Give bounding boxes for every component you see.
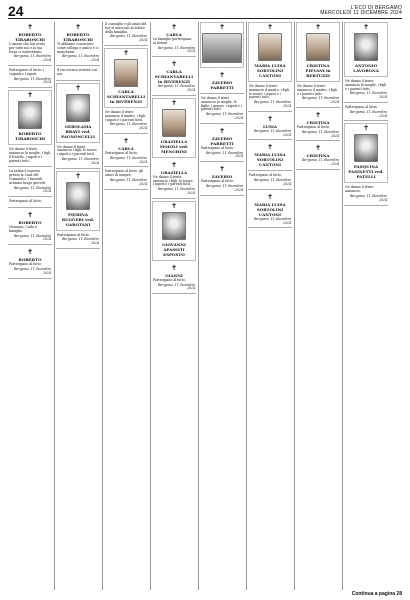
notice-text: Ne danno il triste annuncio il marito, i figli, le nuore, i nipoti e i parenti tutti. (249, 84, 290, 100)
portrait-photo (162, 109, 186, 137)
obituary-notice (56, 68, 100, 81)
cross-icon: ✝ (267, 192, 273, 201)
deceased-name: GEROLAMA BRAVI ved. PAGNONCELLI (61, 123, 95, 139)
cross-icon: ✝ (315, 110, 321, 119)
portrait-photo (66, 94, 90, 122)
cross-icon: ✝ (171, 263, 177, 272)
obituary-notice (104, 110, 148, 134)
place-date: Bergamo, 11 dicembre 2024 (14, 76, 51, 85)
notice-text: Partecipano al lutto: (201, 179, 234, 184)
obituary-notice (152, 98, 196, 158)
page-header (8, 4, 402, 19)
cross-icon: ✝ (27, 91, 33, 100)
deceased-name: PASQUINA PASINETTI ved. PATELLI (348, 164, 384, 180)
obituary-notice (296, 110, 340, 141)
masthead-date: MERCOLEDÌ 11 DICEMBRE 2024 (320, 10, 402, 16)
cross-icon: ✝ (315, 144, 321, 153)
obituary-notice (200, 96, 244, 124)
place-date: Bergamo, 11 dicembre 2024 (14, 266, 51, 275)
place-date: Bergamo, 11 dicembre 2024 (302, 129, 339, 138)
cross-icon: ✝ (267, 143, 273, 152)
cross-icon: ✝ (267, 114, 273, 123)
obituary-notice (200, 70, 244, 94)
obituary-notice (344, 105, 388, 121)
obituary-notice (8, 90, 52, 145)
place-date: Bergamo, 11 dicembre 2024 (206, 112, 243, 120)
cross-icon: ✝ (75, 83, 81, 92)
masthead-title: L'ECO DI BERGAMO (350, 5, 402, 11)
deceased-name: CARLA (166, 32, 182, 37)
obituary-notice (344, 123, 388, 183)
cross-icon: ✝ (219, 165, 225, 174)
cross-icon: ✝ (171, 201, 177, 210)
notice-text: La salma è esposta presso la Casa del Commiato. I funerali avranno luogo giovedì. (9, 169, 46, 185)
place-date: Bergamo, 11 dicembre 2024 (14, 233, 51, 242)
notice-text: Partecipano al lutto. (57, 232, 90, 237)
obituary-notice (104, 48, 148, 108)
notice-text: Ne danno il triste annuncio il marito, i figli, i nipoti e i parenti tutti. (105, 109, 146, 122)
portrait-photo (354, 33, 378, 61)
place-date: Bergamo, 11 dicembre 2024 (206, 183, 243, 192)
obituary-notice (344, 22, 388, 77)
deceased-name: ROBERTO (18, 257, 42, 263)
place-date: Bergamo, 11 dicembre 2024 (206, 150, 243, 159)
portrait-photo (162, 212, 186, 240)
cross-icon: ✝ (171, 60, 177, 69)
page-number: 24 (8, 3, 24, 19)
notice-text: Partecipano al lutto: (9, 199, 42, 204)
notice-text: Ne danno il triste annuncio i figli, le nuore, i nipoti e i parenti tutti. (153, 174, 194, 187)
place-date: Bergamo, 11 dicembre 2024 (62, 54, 99, 63)
cross-icon: ✝ (171, 23, 177, 31)
cross-icon: ✝ (171, 98, 177, 107)
obituary-notice (248, 173, 292, 189)
place-date: Bergamo, 11 dicembre 2024 (158, 45, 195, 54)
cross-icon: ✝ (75, 23, 81, 31)
obituary-notice (152, 201, 196, 261)
obituary-notice (152, 59, 196, 96)
notice-text: Ne danno il triste annuncio i figli, le nuore, i nipoti e i parenti tutti. (57, 144, 98, 157)
obituary-notice (8, 169, 52, 197)
obituary-notice (8, 147, 52, 167)
obituary-notice (248, 142, 292, 171)
cross-icon: ✝ (27, 23, 33, 31)
deceased-name: CRISTINA PIEVANI in BERTUZZI (305, 63, 331, 78)
deceased-name: ZAVERIO PARRETTI (210, 80, 234, 90)
notice-text: Ti abbiamo conosciuto come collega e amico e ci mancherai. (57, 42, 99, 54)
obituary-notice (8, 247, 52, 278)
deceased-name: ZAVERIO PARRETTI (210, 135, 234, 146)
deceased-name: ZAVERIO (211, 174, 233, 180)
obituary-notice (104, 169, 148, 189)
obituary-notice (296, 143, 340, 170)
notice-text: Partecipano al lutto: (297, 124, 330, 129)
obituary-notice (56, 171, 100, 231)
obituary-notice (56, 83, 100, 143)
place-date: Bergamo, 11 dicembre 2024 (302, 158, 339, 167)
place-date: Bergamo, 11 dicembre 2024 (350, 109, 387, 118)
deceased-name: GIOVANNI APASSITI ESPOSTO (162, 241, 186, 257)
deceased-name: ROBERTO TIRABOSCHI (15, 131, 45, 142)
deceased-name: GIANNI (165, 272, 183, 278)
notice-text: Le famiglie partecipano al dolore. (153, 37, 192, 45)
deceased-name: ANTONIO LAVORGNA (353, 63, 379, 73)
cross-icon: ✝ (315, 23, 321, 31)
obituary-notice (8, 210, 52, 245)
obituary-notice (8, 199, 52, 208)
obituary-notice (104, 22, 148, 46)
obituary-column (294, 22, 340, 590)
place-date: Bergamo, 11 dicembre 2024 (110, 122, 147, 131)
deceased-name: MARIA LUISA SORTOLINI CANTONI (254, 152, 286, 168)
place-date: Bergamo, 11 dicembre 2024 (254, 100, 291, 108)
obituary-notice (248, 192, 292, 229)
notice-text: Partecipano al lutto. (249, 173, 282, 178)
obituary-notice (8, 22, 52, 66)
portrait-photo (114, 59, 138, 87)
notice-text: Ne danno il triste annuncio la moglie, le figlie, i generi, i nipoti e i parenti tutti. (201, 96, 242, 112)
obituary-notice (248, 114, 292, 141)
deceased-name: CARLA SCHIANTARELLI in RIVERENZI (106, 88, 146, 104)
notice-text: Partecipano al lutto: (9, 262, 42, 267)
obituary-notice (344, 185, 388, 205)
deceased-name: PIERINA RUGGERI ved. GAROTANI (61, 211, 95, 227)
cross-icon: ✝ (219, 71, 225, 79)
place-date: Bergamo, 11 dicembre 2024 (254, 128, 291, 137)
cross-icon: ✝ (27, 248, 33, 257)
place-date: Bergamo, 11 dicembre 2024 (254, 216, 291, 225)
obituary-notice (296, 22, 340, 82)
obituary-column (198, 22, 244, 590)
notice-text: Ne danno il triste annuncio la moglie, i figli, il fratello, i nipoti e i parenti tutti. (9, 147, 51, 163)
obituary-notice (200, 164, 244, 195)
obituary-notice (296, 84, 340, 108)
deceased-name: ROBERTO TIRABOSCHI (63, 32, 93, 42)
portrait-photo (258, 33, 282, 61)
deceased-name: GRAZIELLA MOIOLI ved. MENGHINI (159, 138, 189, 154)
masthead (320, 6, 402, 16)
obituary-notice (8, 68, 52, 88)
place-date: Bergamo, 11 dicembre 2024 (110, 155, 147, 164)
continued-note: Continua a pagina 28 (351, 591, 402, 597)
notice-text: Ne danno il triste annuncio il marito, i figli e i parenti tutti. (297, 84, 337, 96)
obituary-column (246, 22, 292, 590)
deceased-name: MARIA LUISA SORTOLINI CANTONI (254, 63, 286, 78)
cross-icon: ✝ (219, 23, 225, 31)
obituary-notice (56, 145, 100, 169)
portrait-photo (66, 182, 90, 210)
place-date: Bergamo, 11 dicembre 2024 (14, 54, 51, 63)
cross-icon: ✝ (123, 136, 129, 145)
notice-text: Ne danno il triste annuncio la moglie, i figli e i parenti tutti. (345, 79, 386, 91)
cross-icon: ✝ (219, 126, 225, 135)
obituary-notice (152, 22, 196, 57)
cross-icon: ✝ (171, 160, 177, 169)
notice-text: Partecipano al lutto. (153, 277, 186, 282)
obituary-column (8, 22, 52, 590)
deceased-name: MARIA LUISA SORTOLINI CANTONI (254, 201, 286, 217)
deceased-name: CARLA SCHIANTARELLI in RIVERENZI (154, 69, 194, 85)
notice-text: Il consiglio e gli amici del bar si uniscono al dolore della famiglia. (105, 22, 147, 34)
notice-text: L'amore che hai avuto per tutte noi e la tua forza ci sosterranno. (9, 42, 45, 54)
place-date: Bergamo, 11 dicembre 2024 (14, 185, 51, 194)
deceased-name: ROBERTO (18, 219, 42, 225)
deceased-name: CRISTINA (306, 153, 330, 159)
notice-text: Partecipano al lutto: gli amici di sempre. (105, 169, 143, 178)
cross-icon: ✝ (75, 171, 81, 180)
notice-text: Partecipano al lutto: (201, 145, 234, 150)
obituary-notice (344, 79, 388, 103)
notice-text: Il tuo sorriso resterà con noi. (57, 67, 98, 76)
place-date: Bergamo, 11 dicembre 2024 (62, 156, 99, 165)
place-date: Bergamo, 11 dicembre 2024 (110, 34, 147, 43)
cross-icon: ✝ (123, 48, 129, 57)
portrait-photo (202, 33, 242, 63)
deceased-name: CARLA (118, 145, 134, 151)
notice-text: Partecipano al lutto. (345, 104, 378, 109)
place-date: Bergamo, 11 dicembre 2024 (158, 282, 195, 291)
obituary-notice (152, 263, 196, 294)
obituary-notice (200, 22, 244, 68)
notice-text: Partecipano al lutto: i cognati e i nipoti. (9, 67, 44, 76)
cross-icon: ✝ (267, 23, 273, 31)
cross-icon: ✝ (27, 210, 33, 219)
deceased-name: ROBERTO TIRABOSCHI (15, 32, 45, 42)
cross-icon: ✝ (363, 124, 369, 133)
place-date: Bergamo, 11 dicembre 2024 (158, 187, 195, 195)
obituary-notice (56, 233, 100, 249)
deceased-name: LUISA (263, 123, 277, 129)
place-date: Bergamo, 11 dicembre 2024 (62, 237, 99, 246)
obituary-column (102, 22, 148, 590)
notice-text: Partecipano al lutto: (105, 150, 138, 155)
obituary-column (54, 22, 100, 590)
deceased-name: GRAZIELLA (160, 169, 188, 175)
place-date: Bergamo, 11 dicembre 2024 (254, 178, 291, 186)
notice-text: Giovanni, Carla e famiglie. (9, 224, 38, 233)
obituary-columns (8, 22, 404, 590)
place-date: Bergamo, 11 dicembre 2024 (350, 91, 387, 100)
place-date: Bergamo, 11 dicembre 2024 (158, 84, 195, 92)
obituary-column (342, 22, 388, 590)
portrait-photo (306, 33, 330, 61)
deceased-name: CRISTINA (306, 119, 330, 125)
place-date: Bergamo, 11 dicembre 2024 (302, 96, 339, 105)
obituary-notice (200, 126, 244, 162)
place-date: Bergamo, 11 dicembre 2024 (350, 193, 387, 202)
portrait-photo (354, 134, 378, 162)
obituary-notice (152, 160, 196, 199)
obituary-notice (248, 84, 292, 112)
obituary-notice (248, 22, 292, 82)
portrait-photo (18, 101, 42, 129)
obituary-column (150, 22, 196, 590)
place-date: Bergamo, 11 dicembre 2024 (110, 177, 147, 186)
obituary-notice (56, 22, 100, 66)
notice-text: Ne danno il triste annuncio. (345, 185, 374, 194)
cross-icon: ✝ (363, 23, 369, 31)
obituary-notice (104, 136, 148, 167)
